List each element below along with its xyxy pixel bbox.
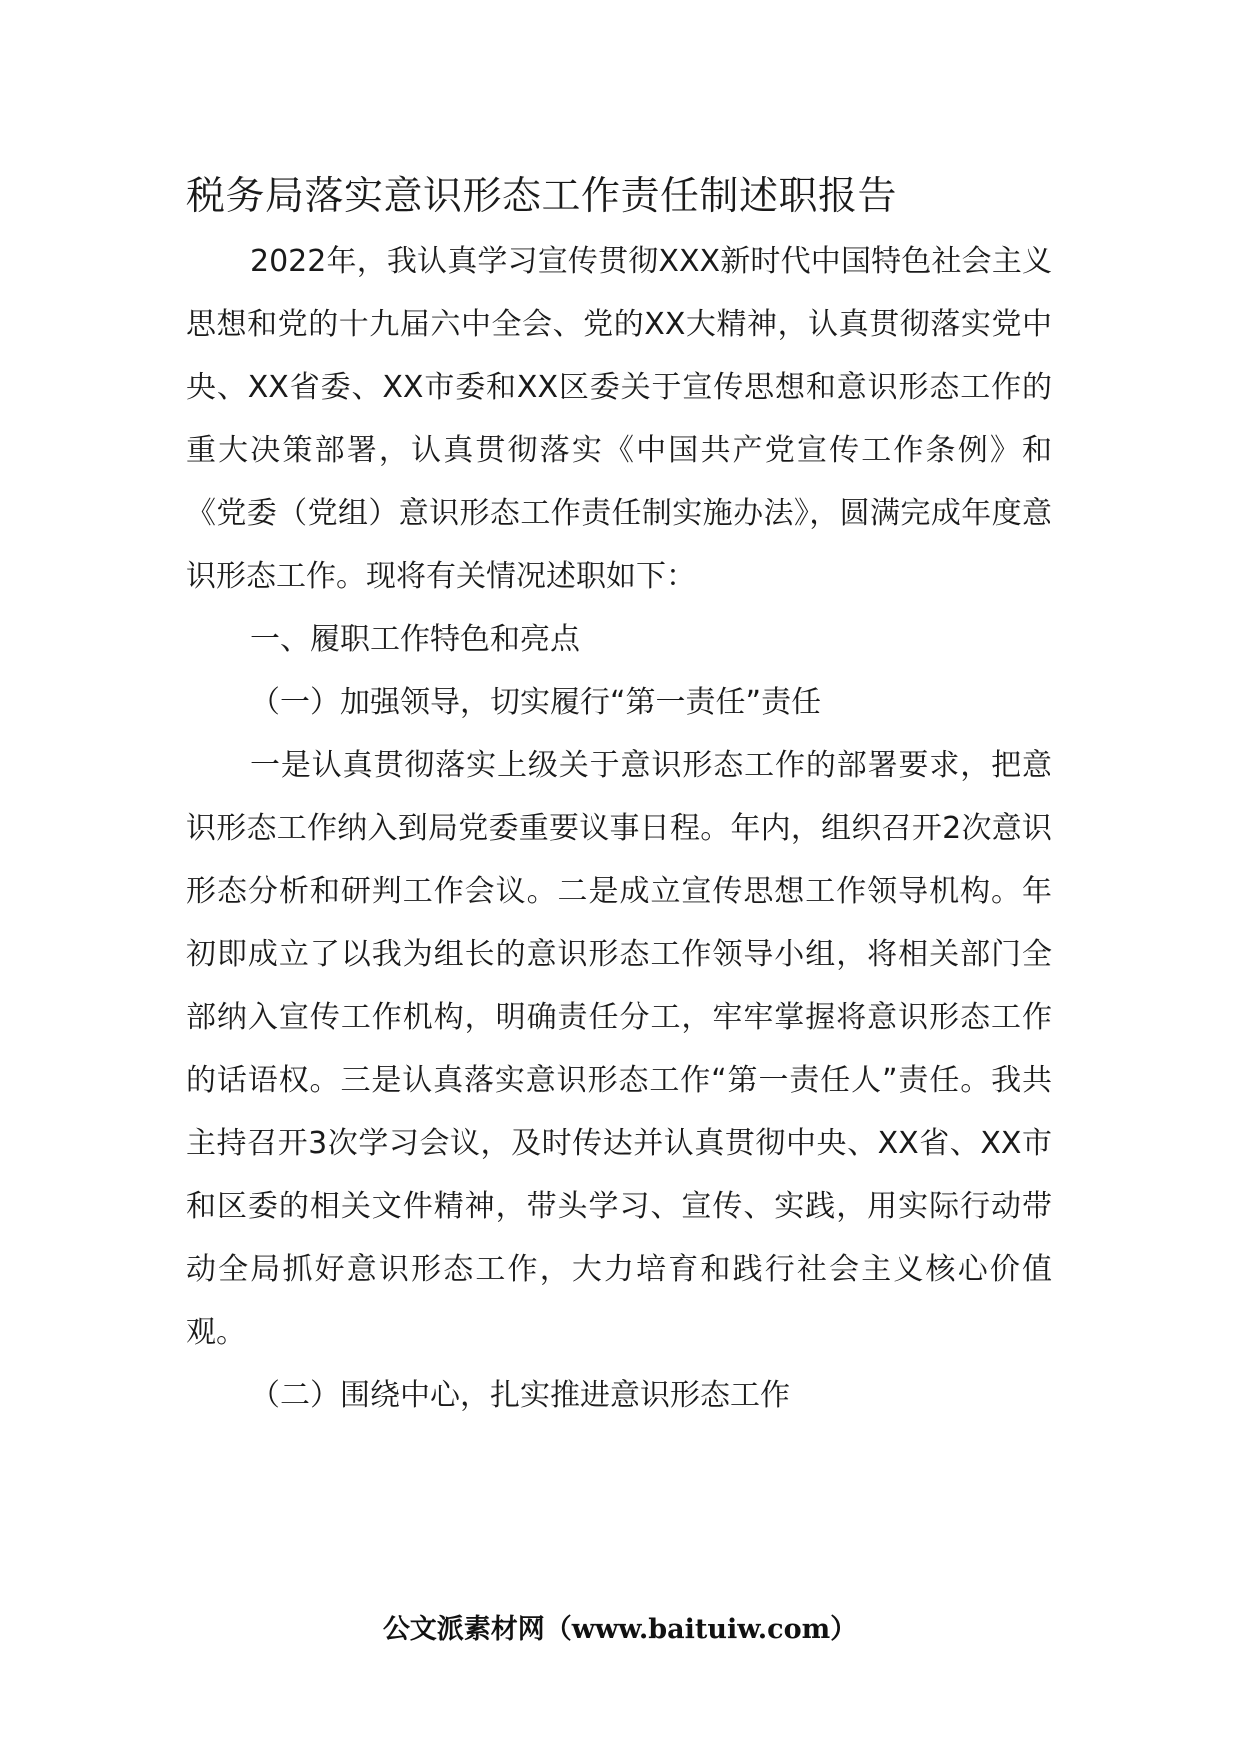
watermark-footer: 公文派素材网（www.baituiw.com）	[382, 1614, 858, 1645]
document-body	[186, 230, 1052, 1427]
intro-paragraph: 2022年，我认真学习宣传贯彻XXX新时代中国特色社会主义思想和党的十九届六中全会、党的XX大精神，认真贯彻落实党中央、XX省委、XX市委和XX区委关于宣传思想和意识形态工作的重大决策部署，认真贯彻落实《中国共产党宣传工作条例》和《党委（党组）意识形态工作责任制实施办法》，圆满完成年度意识形态工作。现将有关情况述职如下：	[186, 244, 1052, 594]
body-paragraph-1: 一是认真贯彻落实上级关于意识形态工作的部署要求，把意识形态工作纳入到局党委重要议事日程。年内，组织召开2次意识形态分析和研判工作会议。二是成立宣传思想工作领导机构。年初即成立了以我为组长的意识形态工作领导小组，将相关部门全部纳入宣传工作机构，明确责任分工，牢牢掌握将意识形态工作的话语权。三是认真落实意识形态工作“第一责任人”责任。我共主持召开3次学习会议，及时传达并认真贯彻中央、XX省、XX市和区委的相关文件精神，带头学习、宣传、实践，用实际行动带动全局抓好意识形态工作，大力培育和践行社会主义核心价值观。	[186, 748, 1052, 1350]
subsection-heading-1: （一）加强领导，切实履行“第一责任”责任	[250, 685, 822, 720]
document-title: 税务局落实意识形态工作责任制述职报告	[186, 174, 898, 219]
subsection-heading-2: （二）围绕中心，扎实推进意识形态工作	[250, 1378, 790, 1413]
section-heading-1: 一、履职工作特色和亮点	[250, 622, 580, 657]
